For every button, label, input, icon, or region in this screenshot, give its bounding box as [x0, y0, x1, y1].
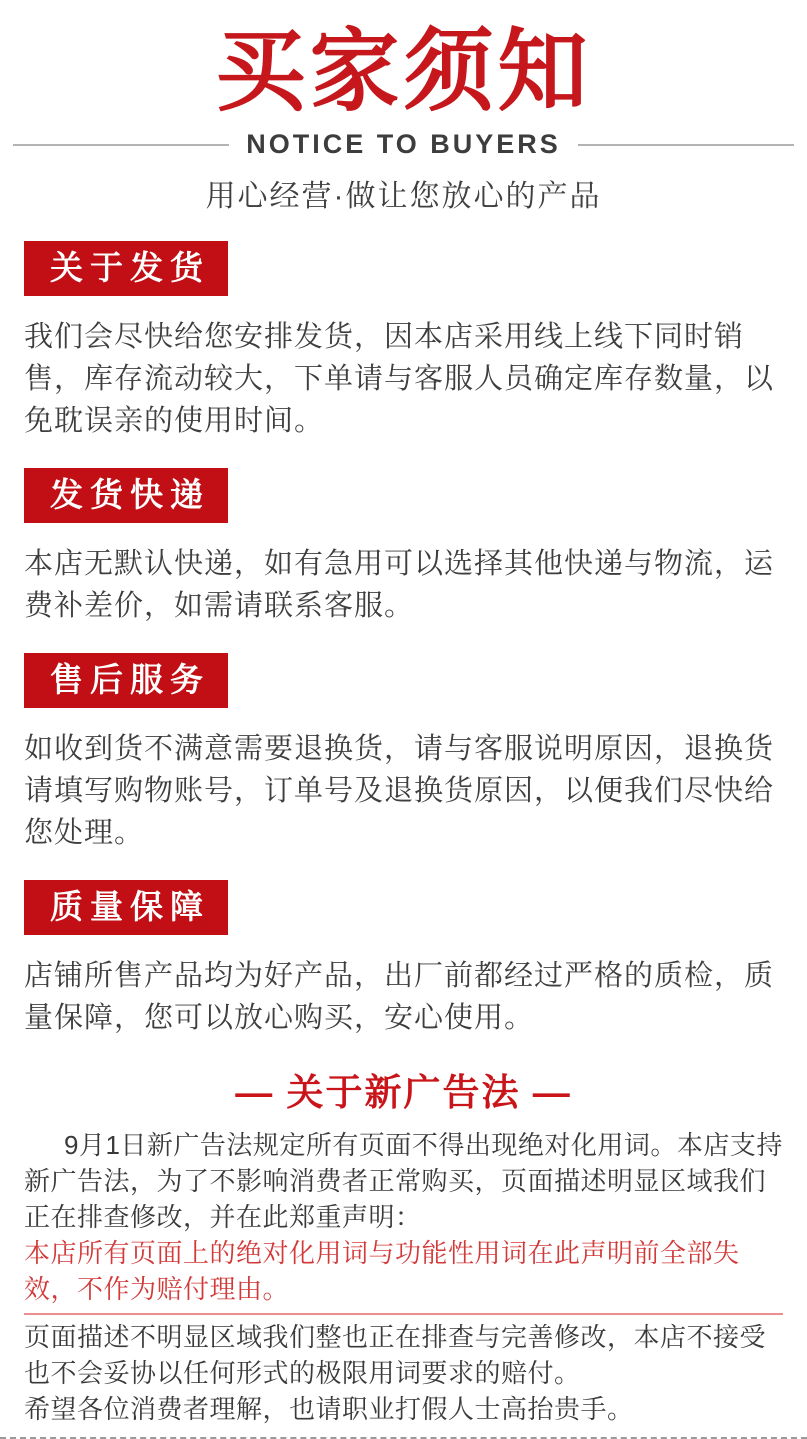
- english-subtitle-row: [24, 129, 783, 160]
- ad-law-section: [24, 1073, 783, 1439]
- section-quality: [24, 880, 783, 1039]
- section-badge-quality: 质量保障: [24, 880, 228, 935]
- ad-law-closing: 希望各位消费者理解，也请职业打假人士高抬贵手。: [24, 1394, 634, 1424]
- section-shipping: [24, 241, 783, 442]
- store-tagline: 用心经营·做让您放心的产品: [205, 180, 602, 213]
- right-divider-line: [578, 144, 794, 146]
- section-body-express: 本店无默认快递，如有急用可以选择其他快递与物流，运费补差价，如需请联系客服。: [24, 548, 775, 622]
- page-title: 买家须知: [215, 22, 592, 122]
- left-divider-line: [13, 144, 229, 146]
- red-underline: [24, 1313, 783, 1315]
- english-subtitle: NOTICE TO BUYERS: [246, 129, 561, 159]
- section-body-quality: 店铺所售产品均为好产品，出厂前都经过严格的质检，质量保障，您可以放心购买，安心使用。: [24, 960, 775, 1034]
- ad-law-heading: — 关于新广告法 —: [235, 1072, 572, 1113]
- section-body-shipping: 我们会尽快给您安排发货，因本店采用线上线下同时销售，库存流动较大，下单请与客服人员确定库存数量，以免耽误亲的使用时间。: [24, 321, 775, 437]
- section-badge-shipping: 关于发货: [24, 241, 228, 296]
- section-aftersales: [24, 653, 783, 854]
- ad-law-warning: 本店所有页面上的绝对化用词与功能性用词在此声明前全部失效，不作为赔付理由。: [24, 1238, 740, 1304]
- section-express: [24, 468, 783, 627]
- ad-law-detail: 页面描述不明显区域我们整也正在排查与完善修改，本店不接受也不会妥协以任何形式的极限用词要求的赔付。: [24, 1322, 767, 1388]
- section-badge-aftersales: 售后服务: [24, 653, 228, 708]
- section-badge-express: 发货快递: [24, 468, 228, 523]
- section-body-aftersales: 如收到货不满意需要退换货，请与客服说明原因，退换货请填写购物账号，订单号及退换货原因，以便我们尽快给您处理。: [24, 733, 775, 849]
- ad-law-intro: 9月1日新广告法规定所有页面不得出现绝对化用词。本店支持新广告法，为了不影响消费者正常购买，页面描述明显区域我们正在排查修改，并在此郑重声明：: [24, 1130, 783, 1232]
